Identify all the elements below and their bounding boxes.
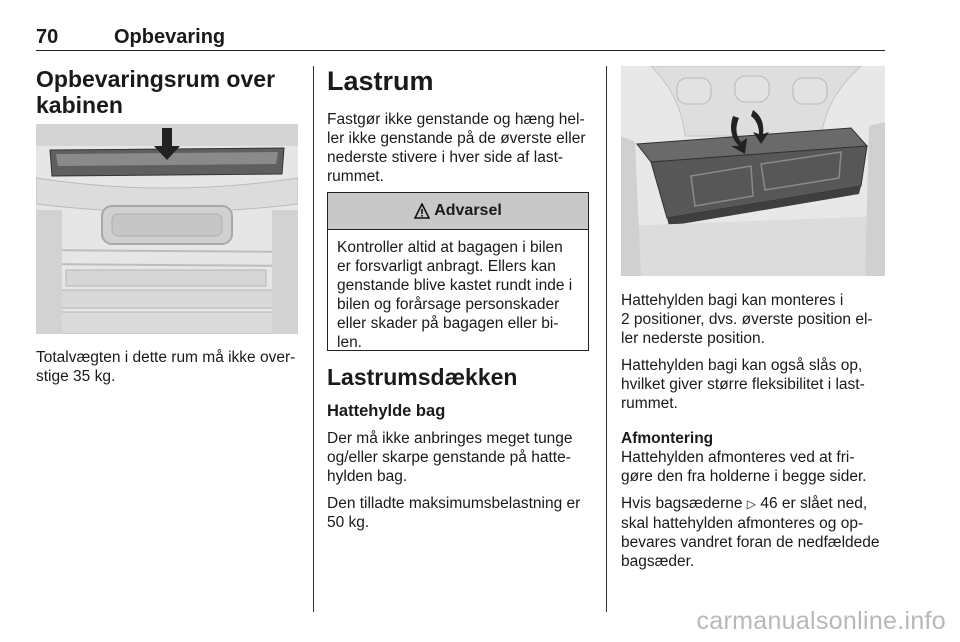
- page-number: 70: [36, 26, 59, 48]
- overhead-storage-illustration: [36, 124, 298, 334]
- parcel-shelf-illustration: [621, 66, 885, 276]
- column-divider-1: [313, 66, 314, 612]
- parcel-shelf-drawing: [621, 66, 885, 276]
- removal-label: Afmontering: [621, 430, 714, 447]
- intro-line: rummet.: [327, 168, 384, 185]
- text-line: og/eller skarpe genstande på hatte-: [327, 449, 571, 466]
- warning-text: [328, 230, 588, 352]
- text-line: [621, 494, 889, 514]
- text-line: bagsæder.: [621, 553, 695, 570]
- text-line: skal hattehylden afmonteres og op-: [621, 515, 864, 532]
- text-fragment: Hvis bagsæderne: [621, 495, 747, 512]
- parcel-shelf-text: [327, 429, 597, 540]
- warning-box: [327, 192, 589, 351]
- intro-line: nederste stivere i hver side af last-: [327, 149, 564, 166]
- warning-header: [328, 193, 588, 230]
- parcel-shelf-details: [621, 291, 889, 579]
- intro-line: Fastgør ikke genstande og hæng hel-: [327, 111, 585, 128]
- heading-cargo: Lastrum: [327, 66, 434, 96]
- text-line: 2 positioner, dvs. øverste position el-: [621, 311, 873, 328]
- heading-line: Opbevaringsrum over: [36, 66, 276, 92]
- warning-line: er forsvarligt anbragt. Ellers kan: [337, 258, 556, 275]
- warning-line: len.: [337, 334, 362, 351]
- text-line: Hattehylden bagi kan monteres i: [621, 292, 844, 309]
- text-line: 50 kg.: [327, 514, 370, 531]
- overhead-caption: [36, 348, 304, 386]
- header-divider: [36, 50, 885, 51]
- warning-line: bilen og forårsage personskader: [337, 296, 560, 313]
- column-divider-2: [606, 66, 607, 612]
- page-reference: 46 er slået ned,: [760, 495, 868, 512]
- heading-overhead-storage: [36, 66, 306, 118]
- paragraph: [327, 429, 597, 486]
- overhead-storage-drawing: [36, 124, 298, 334]
- warning-triangle-icon: [414, 203, 430, 219]
- text-line: Hattehylden bagi kan også slås op,: [621, 357, 863, 374]
- text-line: rummet.: [621, 395, 678, 412]
- text-line: hvilket giver større fleksibilitet i last-: [621, 376, 865, 393]
- warning-line: Kontroller altid at bagagen i bilen: [337, 239, 563, 256]
- paragraph: [621, 356, 889, 413]
- paragraph: [621, 494, 889, 571]
- text-line: Den tilladte maksimumsbelastning er: [327, 495, 581, 512]
- caption-line: Totalvægten i dette rum må ikke over-: [36, 349, 296, 366]
- text-line: bevares vandret foran de nedfældede: [621, 534, 880, 551]
- heading-line: kabinen: [36, 92, 123, 118]
- warning-line: genstande blive kastet rundt inde i: [337, 277, 573, 294]
- subheading-parcel-shelf: Hattehylde bag: [327, 402, 446, 420]
- section-title: Opbevaring: [114, 26, 226, 48]
- text-line: hylden bag.: [327, 468, 408, 485]
- intro-line: ler ikke genstande på de øverste eller: [327, 130, 586, 147]
- page-reference-arrow-icon[interactable]: ▷: [746, 497, 757, 511]
- watermark: carmanualsonline.info: [696, 607, 946, 635]
- text-line: ler nederste position.: [621, 330, 765, 347]
- text-line: Der må ikke anbringes meget tunge: [327, 430, 573, 447]
- paragraph: [621, 448, 889, 486]
- paragraph: [327, 494, 597, 532]
- text-line: Hattehylden afmonteres ved at fri-: [621, 449, 855, 466]
- heading-cargo-cover: Lastrumsdækken: [327, 364, 518, 390]
- caption-line: stige 35 kg.: [36, 368, 116, 385]
- cargo-intro: [327, 110, 597, 186]
- text-line: gøre den fra holderne i begge sider.: [621, 468, 867, 485]
- warning-title: Advarsel: [434, 202, 502, 219]
- paragraph: [621, 291, 889, 348]
- warning-line: eller skader på bagagen eller bi-: [337, 315, 559, 332]
